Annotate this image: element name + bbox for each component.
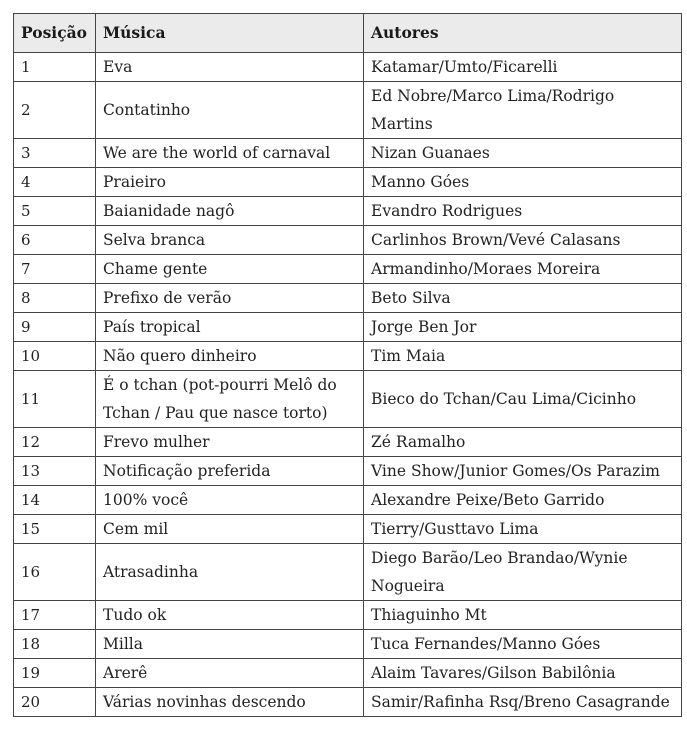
authors-cell: Alaim Tavares/Gilson Babilônia (364, 659, 682, 688)
song-cell: Notificação preferida (96, 457, 364, 486)
song-cell: Milla (96, 630, 364, 659)
position-cell: 16 (14, 544, 96, 601)
table-row (14, 515, 682, 544)
position-cell: 7 (14, 255, 96, 284)
position-cell: 4 (14, 168, 96, 197)
position-cell: 5 (14, 197, 96, 226)
position-cell: 17 (14, 601, 96, 630)
song-cell: É o tchan (pot-pourri Melô do Tchan / Pau que nasce torto) (96, 371, 364, 428)
table-row (14, 688, 682, 717)
authors-cell: Katamar/Umto/Ficarelli (364, 53, 682, 82)
song-cell: 100% você (96, 486, 364, 515)
ranking-table (13, 13, 682, 717)
authors-cell: Ed Nobre/Marco Lima/Rodrigo Martins (364, 82, 682, 139)
song-cell: Contatinho (96, 82, 364, 139)
table-row (14, 226, 682, 255)
song-cell: Frevo mulher (96, 428, 364, 457)
header-row (14, 14, 682, 53)
table-row (14, 139, 682, 168)
authors-cell: Beto Silva (364, 284, 682, 313)
table-row (14, 284, 682, 313)
header-position: Posição (14, 14, 96, 53)
song-cell: We are the world of carnaval (96, 139, 364, 168)
table-row (14, 53, 682, 82)
song-cell: Chame gente (96, 255, 364, 284)
table-row (14, 197, 682, 226)
authors-cell: Jorge Ben Jor (364, 313, 682, 342)
position-cell: 6 (14, 226, 96, 255)
authors-cell: Tierry/Gusttavo Lima (364, 515, 682, 544)
position-cell: 10 (14, 342, 96, 371)
table-row (14, 371, 682, 428)
authors-cell: Manno Góes (364, 168, 682, 197)
position-cell: 13 (14, 457, 96, 486)
authors-cell: Thiaguinho Mt (364, 601, 682, 630)
authors-cell: Zé Ramalho (364, 428, 682, 457)
table-header (14, 14, 682, 53)
song-cell: Selva branca (96, 226, 364, 255)
table-row (14, 486, 682, 515)
song-cell: Baianidade nagô (96, 197, 364, 226)
song-cell: Eva (96, 53, 364, 82)
song-cell: Praieiro (96, 168, 364, 197)
position-cell: 20 (14, 688, 96, 717)
authors-cell: Evandro Rodrigues (364, 197, 682, 226)
authors-cell: Tim Maia (364, 342, 682, 371)
authors-cell: Diego Barão/Leo Brandao/Wynie Nogueira (364, 544, 682, 601)
table-row (14, 428, 682, 457)
table-body (14, 53, 682, 717)
position-cell: 12 (14, 428, 96, 457)
position-cell: 2 (14, 82, 96, 139)
position-cell: 8 (14, 284, 96, 313)
table-row (14, 168, 682, 197)
ranking-table-container (13, 13, 682, 717)
song-cell: Tudo ok (96, 601, 364, 630)
song-cell: País tropical (96, 313, 364, 342)
position-cell: 15 (14, 515, 96, 544)
table-row (14, 313, 682, 342)
authors-cell: Tuca Fernandes/Manno Góes (364, 630, 682, 659)
table-row (14, 82, 682, 139)
header-authors: Autores (364, 14, 682, 53)
position-cell: 3 (14, 139, 96, 168)
song-cell: Várias novinhas descendo (96, 688, 364, 717)
table-row (14, 255, 682, 284)
position-cell: 18 (14, 630, 96, 659)
table-row (14, 342, 682, 371)
song-cell: Arerê (96, 659, 364, 688)
authors-cell: Samir/Rafinha Rsq/Breno Casagrande (364, 688, 682, 717)
position-cell: 1 (14, 53, 96, 82)
song-cell: Cem mil (96, 515, 364, 544)
authors-cell: Alexandre Peixe/Beto Garrido (364, 486, 682, 515)
position-cell: 9 (14, 313, 96, 342)
position-cell: 19 (14, 659, 96, 688)
authors-cell: Armandinho/Moraes Moreira (364, 255, 682, 284)
table-row (14, 659, 682, 688)
position-cell: 11 (14, 371, 96, 428)
song-cell: Prefixo de verão (96, 284, 364, 313)
song-cell: Atrasadinha (96, 544, 364, 601)
authors-cell: Bieco do Tchan/Cau Lima/Cicinho (364, 371, 682, 428)
authors-cell: Nizan Guanaes (364, 139, 682, 168)
header-song: Música (96, 14, 364, 53)
table-row (14, 457, 682, 486)
table-row (14, 630, 682, 659)
authors-cell: Carlinhos Brown/Vevé Calasans (364, 226, 682, 255)
song-cell: Não quero dinheiro (96, 342, 364, 371)
position-cell: 14 (14, 486, 96, 515)
table-row (14, 601, 682, 630)
table-row (14, 544, 682, 601)
authors-cell: Vine Show/Junior Gomes/Os Parazim (364, 457, 682, 486)
